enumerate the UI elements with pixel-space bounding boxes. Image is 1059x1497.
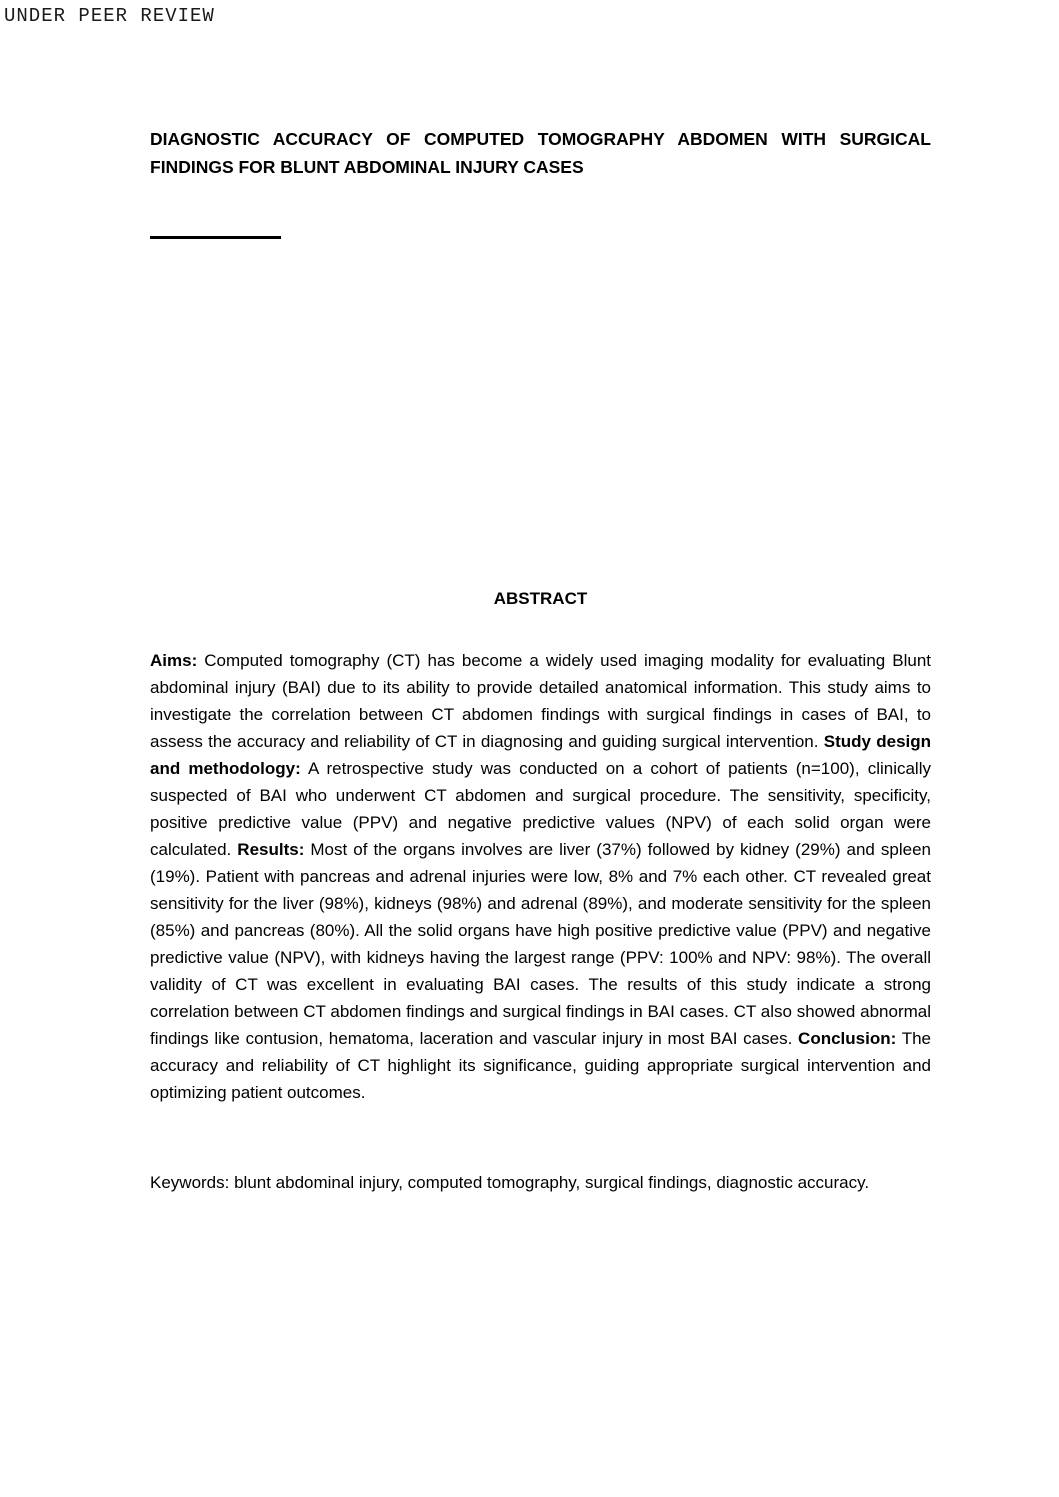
abstract-label-aims: Aims: [150, 651, 198, 670]
abstract-label-conclusion: Conclusion: [798, 1029, 897, 1048]
abstract-paragraph [150, 647, 931, 1106]
abstract-text-conclusion: The accuracy and reliability of CT highlight its significance, guiding appropriate surgical intervention and optimizing patient outcomes. [150, 1029, 931, 1102]
paper-title: DIAGNOSTIC ACCURACY OF COMPUTED TOMOGRAPHY ABDOMEN WITH SURGICAL FINDINGS FOR BLUNT ABDOMINAL INJURY CASES [150, 129, 931, 177]
abstract-text-study-design: A retrospective study was conducted on a cohort of patients (n=100), clinically suspected of BAI who underwent CT abdomen and surgical procedure. The sensitivity, specificity, positive predictive value (PPV) and negative predictive values (NPV) of each solid organ were calculated. [150, 759, 931, 859]
abstract-text-results: Most of the organs involves are liver (37%) followed by kidney (29%) and spleen (19%). Patient with pancreas and adrenal injuries were low, 8% and 7% each other. CT revealed great sensitivity for the liver (98%), kidneys (98%) and adrenal (89%), and moderate sensitivity for the spleen (85%) and pancreas (80%). All the solid organs have high positive predictive value (PPV) and negative predictive value (NPV), with kidneys having the largest range (PPV: 100% and NPV: 98%). The overall validity of CT was excellent in evaluating BAI cases. The results of this study indicate a strong correlation between CT abdomen findings and surgical findings in BAI cases. CT also showed abnormal findings like contusion, hematoma, laceration and vascular injury in most BAI cases. [150, 840, 932, 1048]
abstract-label-results: Results: [237, 840, 305, 859]
author-redaction-line [150, 236, 281, 239]
abstract-heading: ABSTRACT [493, 589, 588, 608]
abstract-text-aims: Computed tomography (CT) has become a widely used imaging modality for evaluating Blunt abdominal injury (BAI) due to its ability to provide detailed anatomical information. This study aims to investigate the correlation between CT abdomen findings with surgical findings in cases of BAI, to assess the accuracy and reliability of CT in diagnosing and guiding surgical intervention. [150, 651, 931, 751]
abstract-label-study-design: Study design and methodology: [150, 732, 932, 778]
peer-review-watermark: UNDER PEER REVIEW [4, 5, 215, 27]
keywords-paragraph: Keywords: blunt abdominal injury, computed tomography, surgical findings, diagnostic accuracy. [150, 1173, 870, 1192]
